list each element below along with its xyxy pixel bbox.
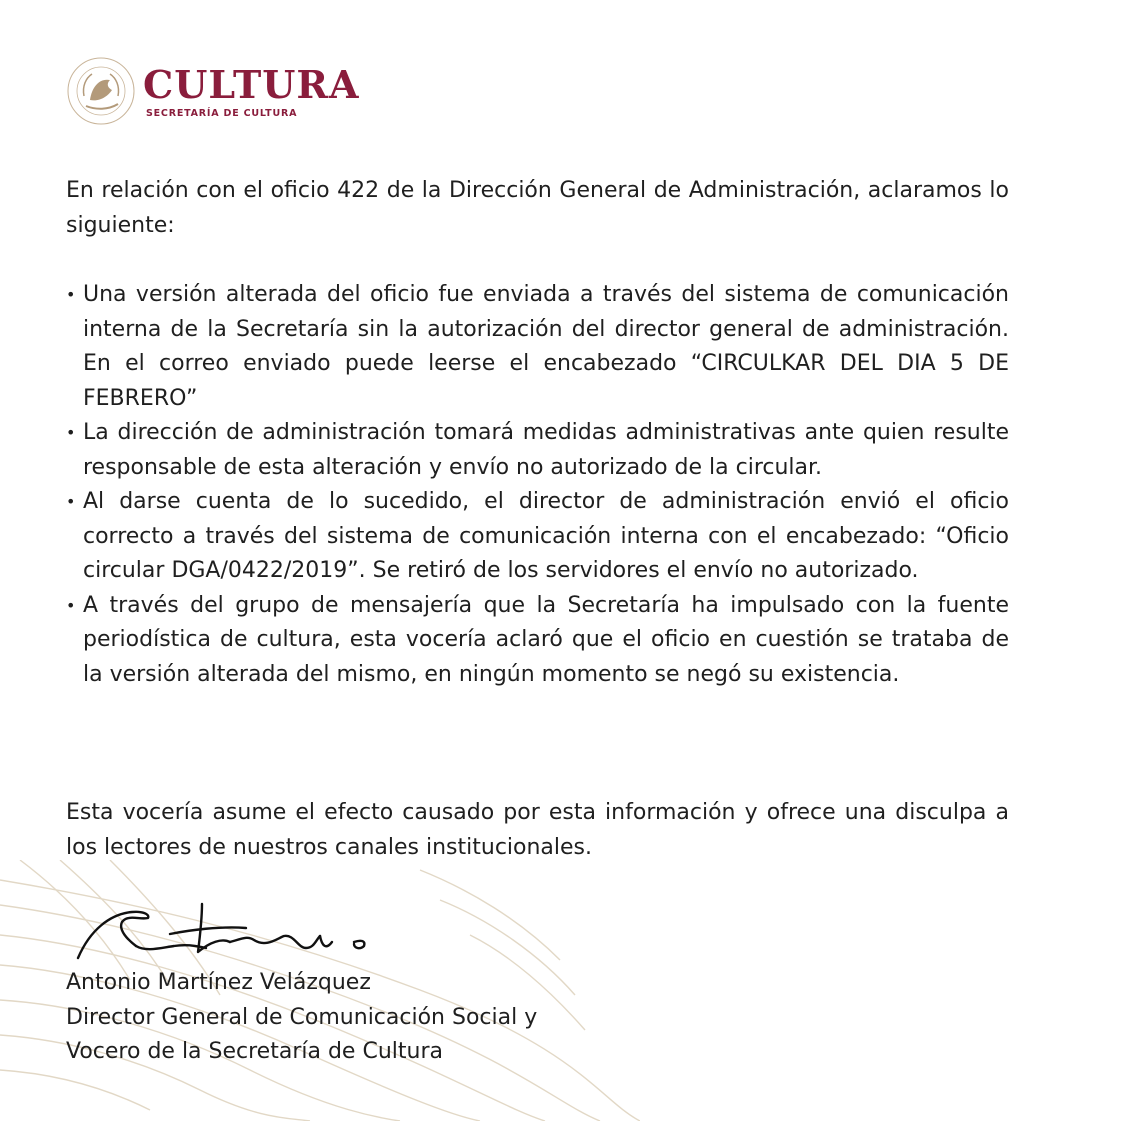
list-item (66, 416, 1009, 485)
list-item-text: Una versión alterada del oficio fue enviada a través del sistema de comunicación interna de la Secretaría sin la autorización del director general de administración. En el correo enviado puede leerse el encabezado “CIRCULKAR DEL DIA 5 DE FEBRERO” (83, 282, 1009, 411)
bullet-dot-icon: • (66, 595, 76, 615)
closing-paragraph: Esta vocería asume el efecto causado por esta información y ofrece una disculpa a los lectores de nuestros canales institucionales. (66, 800, 1009, 860)
list-item (66, 485, 1009, 589)
list-item-text: Al darse cuenta de lo sucedido, el director de administración envió el oficio correcto a través del sistema de comunicación interna con el encabezado: “Oficio circular DGA/0422/2019”. Se retiró de los servidores el envío no autorizado. (83, 489, 1009, 583)
bullet-dot-icon: • (66, 423, 76, 442)
bullet-dot-icon: • (66, 285, 76, 304)
signatory-title-line2: Vocero de la Secretaría de Cultura (66, 1039, 443, 1064)
list-item (66, 589, 1009, 693)
bullet-list (66, 278, 1009, 692)
handwritten-signature-icon (70, 900, 380, 970)
brand-title: CULTURA (143, 62, 360, 107)
signatory-name: Antonio Martínez Velázquez (66, 970, 371, 995)
list-item-text: La dirección de administración tomará medidas administrativas ante quien resulte responsable de esta alteración y envío no autorizado de la circular. (83, 420, 1009, 480)
signature-block (66, 966, 537, 1070)
intro-paragraph: En relación con el oficio 422 de la Dirección General de Administración, aclaramos lo siguiente: (66, 178, 1009, 238)
bullet-dot-icon: • (66, 492, 76, 511)
signatory-title-line1: Director General de Comunicación Social y (66, 1004, 538, 1030)
list-item (66, 278, 1009, 416)
list-item-text: A través del grupo de mensajería que la Secretaría ha impulsado con la fuente periodística de cultura, esta vocería aclaró que el oficio en cuestión se trataba de la versión alterada del mismo, en ningún momento se negó su existencia. (83, 592, 1009, 687)
brand-subtitle: SECRETARÍA DE CULTURA (146, 108, 298, 119)
coat-of-arms-icon (66, 56, 136, 126)
